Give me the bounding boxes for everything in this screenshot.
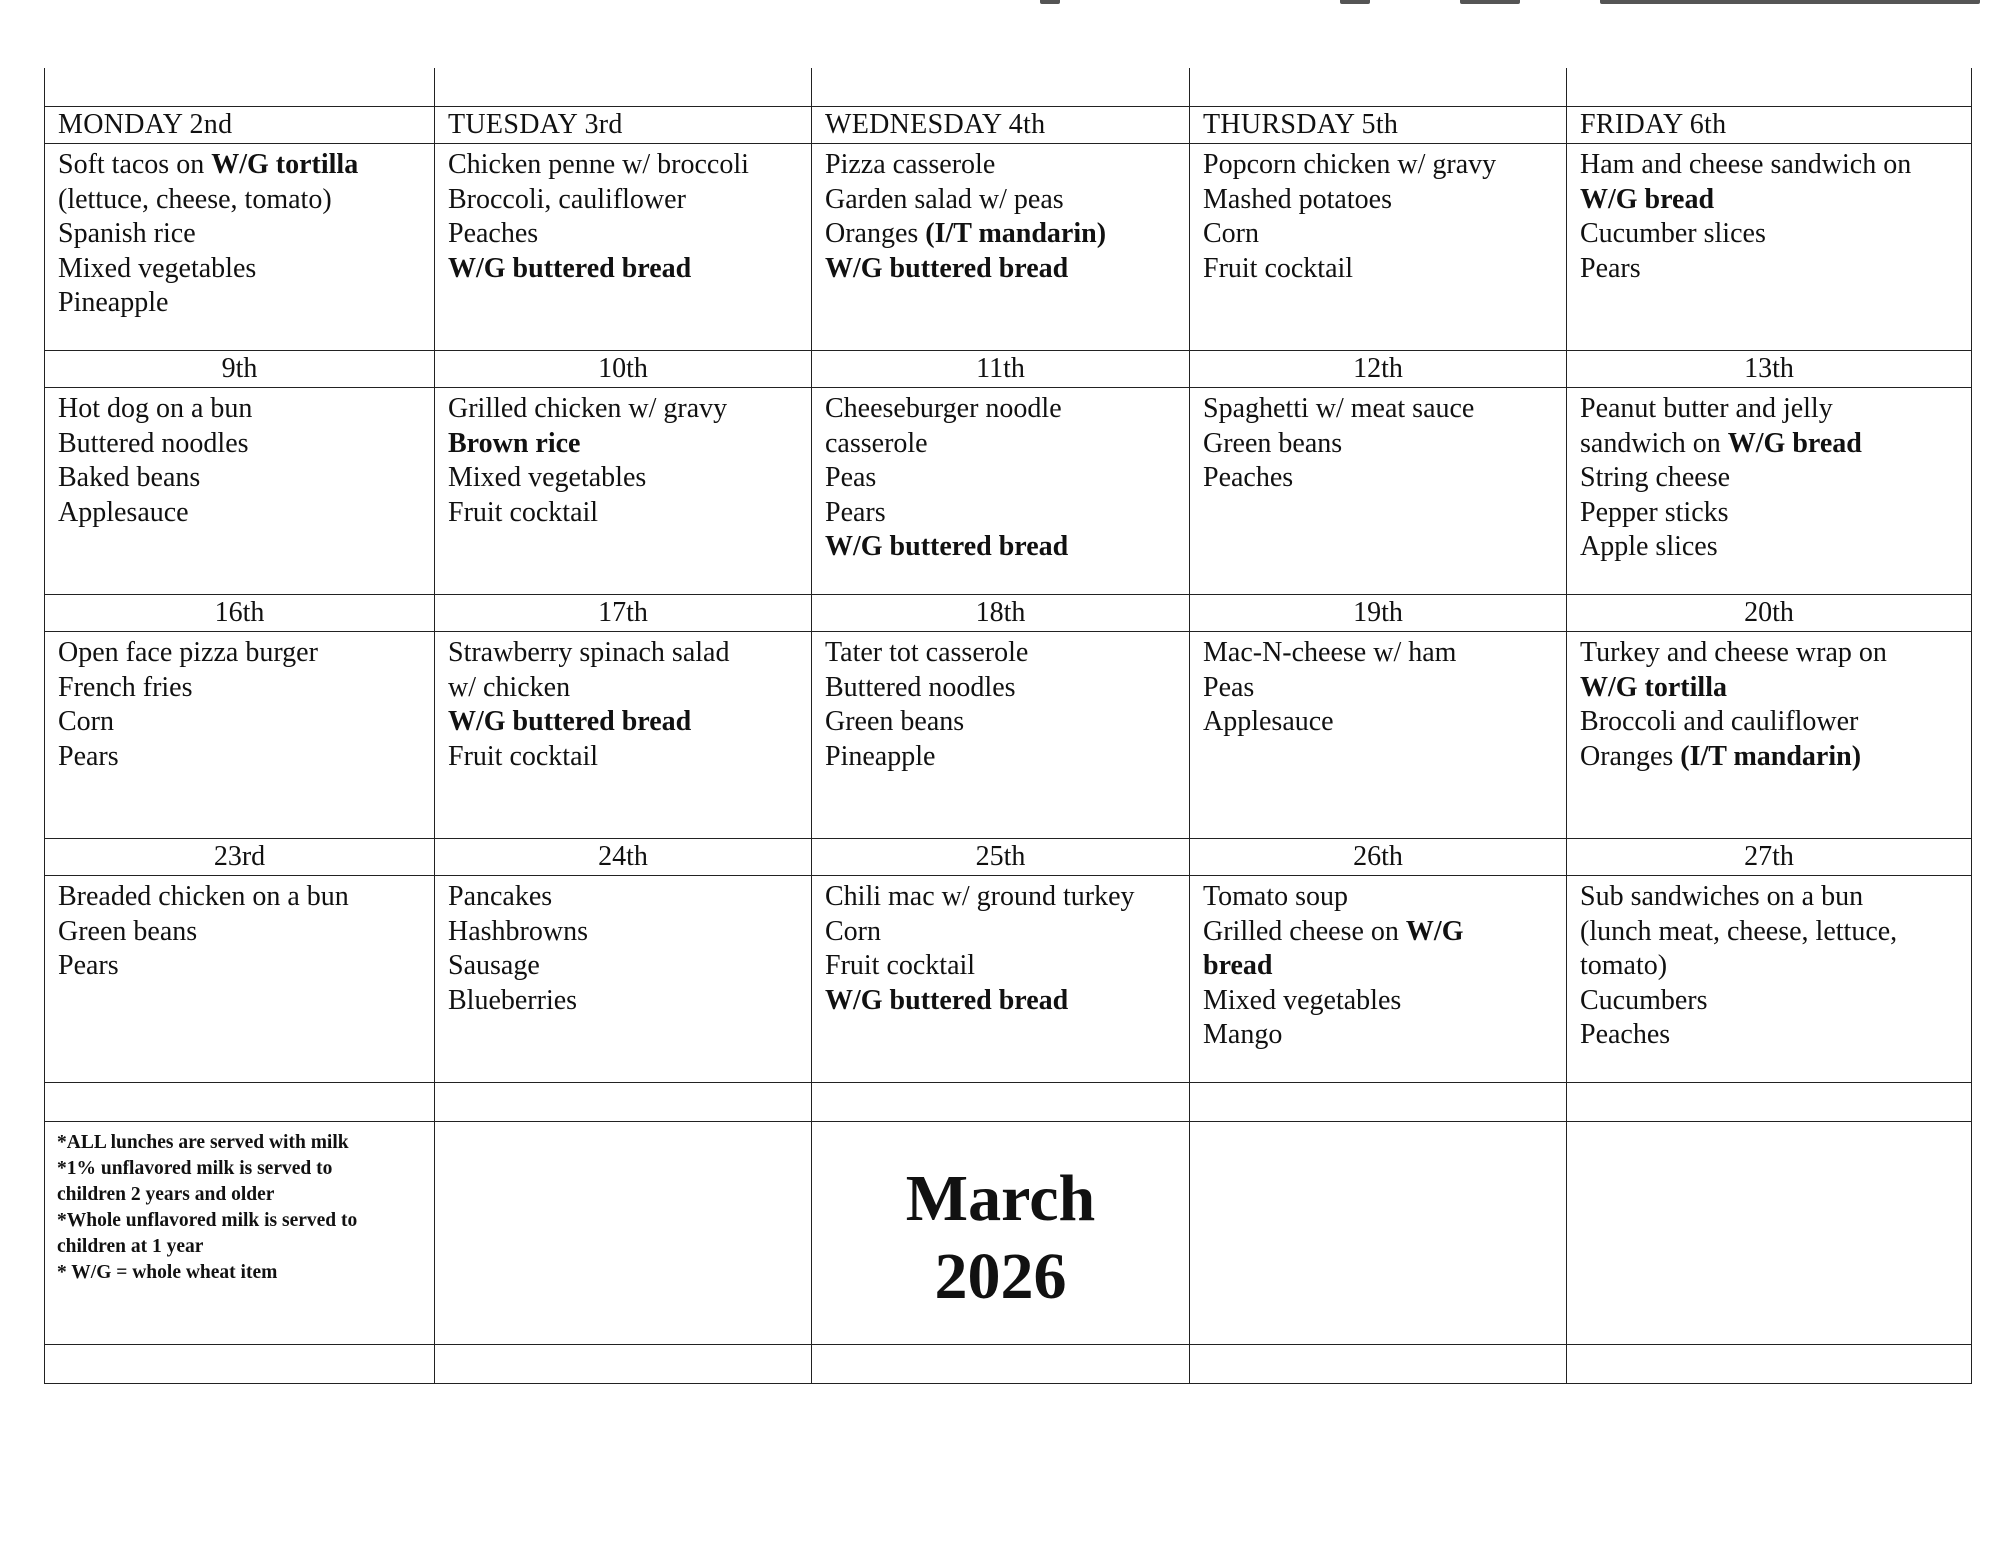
day-header: TUESDAY 3rd [448, 109, 623, 140]
menu-item [58, 496, 424, 531]
menu-item [1203, 880, 1556, 915]
menu-cell [435, 632, 812, 839]
menu-items [45, 388, 434, 530]
menu-text: Peaches [1580, 1019, 1671, 1050]
empty-cell [45, 68, 435, 107]
menu-text: Tomato soup [1203, 881, 1349, 912]
menu-item [1580, 427, 1961, 462]
menu-item [825, 636, 1179, 671]
menu-item [58, 217, 424, 252]
year: 2026 [934, 1240, 1067, 1313]
menu-text: Peas [1203, 671, 1255, 703]
menu-item [825, 949, 1179, 984]
menu-item [1580, 740, 1961, 775]
menu-text: Chicken penne w/ broccoli [448, 149, 749, 180]
date-cell [1567, 595, 1972, 632]
date-label: 13th [1744, 353, 1794, 384]
menu-item [825, 530, 1179, 565]
menu-text: Hot dog on a bun [58, 393, 253, 424]
menu-text: Pineapple [58, 287, 169, 318]
week-2-menu-row [45, 388, 1972, 595]
menu-cell [1190, 144, 1567, 351]
date-cell [1567, 839, 1972, 876]
menu-item [1580, 461, 1961, 496]
day-header: WEDNESDAY 4th [825, 109, 1046, 140]
menu-text: Cucumber slices [1580, 218, 1766, 249]
menu-text-bold: W/G buttered bread [825, 984, 1069, 1016]
date-cell [1190, 351, 1567, 388]
menu-text-bold: W/G buttered bread [825, 252, 1069, 284]
menu-text-bold: W/G buttered bread [825, 531, 1069, 562]
menu-text: Peanut butter and jelly [1580, 393, 1833, 424]
menu-text: Fruit cocktail [448, 496, 599, 528]
last-spacer-row [45, 1345, 1972, 1384]
month-name: March [905, 1162, 1096, 1235]
menu-item [58, 427, 424, 462]
menu-item [1203, 671, 1556, 706]
day-header: THURSDAY 5th [1203, 109, 1399, 140]
menu-cell [1567, 632, 1972, 839]
menu-items [435, 632, 811, 774]
week-4-date-row [45, 839, 1972, 876]
menu-text: Corn [825, 915, 881, 947]
menu-item [448, 461, 801, 496]
menu-item [1203, 1018, 1556, 1053]
menu-text: Broccoli and cauliflower [1580, 706, 1859, 737]
menu-item [1203, 636, 1556, 671]
menu-item [825, 984, 1179, 1019]
menu-text: (lettuce, cheese, tomato) [58, 183, 332, 215]
menu-item [448, 427, 801, 462]
menu-cell [1567, 388, 1972, 595]
empty-cell [45, 1345, 435, 1384]
menu-item [448, 252, 801, 287]
menu-cell [1567, 144, 1972, 351]
menu-item [448, 496, 801, 531]
menu-item [1203, 183, 1556, 218]
date-cell [1567, 351, 1972, 388]
menu-text-bold: W/G buttered bread [448, 252, 692, 284]
date-cell [45, 839, 435, 876]
menu-cell [45, 876, 435, 1083]
menu-item [825, 740, 1179, 775]
menu-text: Strawberry spinach salad [448, 637, 730, 668]
date-label: 11th [976, 353, 1025, 384]
date-label: 16th [214, 597, 265, 628]
menu-item [1580, 949, 1961, 984]
menu-item [1203, 984, 1556, 1019]
date-cell [435, 351, 812, 388]
footer-row [45, 1122, 1972, 1345]
note-line: * W/G = whole wheat item [57, 1262, 278, 1283]
menu-text: Corn [1203, 218, 1259, 249]
menu-item [448, 740, 801, 775]
empty-cell [1190, 1083, 1567, 1122]
menu-text: Pepper sticks [1580, 496, 1729, 528]
menu-text-bold: (I/T mandarin) [925, 218, 1107, 249]
milk-notes [45, 1122, 434, 1286]
note-line: children at 1 year [57, 1236, 204, 1257]
date-cell [1190, 595, 1567, 632]
menu-text: Peas [825, 462, 877, 493]
menu-text: Mixed vegetables [448, 462, 647, 493]
notes-cell [45, 1122, 435, 1345]
menu-item [58, 636, 424, 671]
menu-text: w/ chicken [448, 671, 571, 703]
date-label: 23rd [213, 841, 266, 872]
menu-cell [812, 388, 1190, 595]
menu-text: Tater tot casserole [825, 637, 1029, 668]
menu-items [1190, 632, 1566, 740]
note-line: *ALL lunches are served with milk [57, 1132, 349, 1153]
lunch-menu-calendar [44, 68, 1972, 1384]
menu-item [1203, 217, 1556, 252]
menu-text: French fries [58, 671, 193, 703]
menu-items [1190, 144, 1566, 286]
menu-text: Green beans [1203, 427, 1343, 459]
menu-text: Sausage [448, 950, 540, 981]
menu-item [448, 148, 801, 183]
menu-item [1580, 392, 1961, 427]
menu-text: Grilled chicken w/ gravy [448, 393, 728, 424]
menu-text: Cheeseburger noodle [825, 393, 1062, 424]
menu-text: Cucumbers [1580, 984, 1708, 1016]
menu-items [1190, 388, 1566, 496]
menu-item [448, 880, 801, 915]
date-label: 20th [1744, 597, 1794, 628]
menu-items [812, 876, 1189, 1018]
menu-text: casserole [825, 427, 928, 459]
menu-items [1190, 876, 1566, 1053]
menu-item [1580, 1018, 1961, 1053]
menu-text: Popcorn chicken w/ gravy [1203, 149, 1497, 180]
empty-cell [812, 1083, 1190, 1122]
menu-text: Pancakes [448, 881, 553, 912]
menu-text: Fruit cocktail [825, 950, 976, 981]
menu-item [825, 427, 1179, 462]
menu-item [448, 636, 801, 671]
menu-text: Oranges [1580, 740, 1681, 772]
menu-items [45, 632, 434, 774]
menu-text: Breaded chicken on a bun [58, 881, 349, 912]
menu-items [45, 876, 434, 984]
menu-items [1567, 632, 1971, 774]
menu-text: Spanish rice [58, 218, 196, 249]
menu-items [812, 632, 1189, 774]
cropped-header-fragment [1040, 0, 2000, 14]
menu-text-bold: W/G bread [1727, 427, 1862, 459]
menu-item [58, 949, 424, 984]
empty-cell [812, 1345, 1190, 1384]
menu-text: Buttered noodles [825, 671, 1016, 703]
menu-item [58, 705, 424, 740]
note-line: children 2 years and older [57, 1184, 275, 1205]
date-label: 9th [221, 353, 258, 384]
menu-text: Corn [58, 706, 114, 737]
menu-text: Peaches [448, 218, 539, 249]
menu-item [1580, 671, 1961, 706]
menu-item [825, 461, 1179, 496]
note-line: *1% unflavored milk is served to [57, 1158, 333, 1179]
menu-item [1580, 915, 1961, 950]
menu-item [825, 671, 1179, 706]
week-3-date-row [45, 595, 1972, 632]
menu-items [435, 144, 811, 286]
menu-text-bold: (I/T mandarin) [1680, 740, 1862, 772]
menu-text: Mixed vegetables [58, 252, 257, 284]
menu-text: sandwich on [1580, 427, 1728, 459]
menu-cell [435, 876, 812, 1083]
menu-text: (lunch meat, cheese, lettuce, [1580, 915, 1898, 947]
menu-item [825, 183, 1179, 218]
menu-item [1203, 252, 1556, 287]
week-1-date-row [45, 107, 1972, 144]
menu-item [825, 217, 1179, 252]
menu-item [58, 286, 424, 321]
menu-text: Mashed potatoes [1203, 183, 1392, 215]
menu-text: Apple slices [1580, 531, 1718, 562]
menu-text: Fruit cocktail [1203, 252, 1354, 284]
menu-items [1567, 144, 1971, 286]
date-label: 27th [1744, 841, 1794, 872]
menu-item [448, 984, 801, 1019]
menu-cell [812, 876, 1190, 1083]
date-label: 17th [598, 597, 648, 628]
menu-item [825, 252, 1179, 287]
menu-item [1580, 984, 1961, 1019]
date-cell [812, 351, 1190, 388]
menu-cell [1190, 388, 1567, 595]
menu-items [1567, 876, 1971, 1053]
menu-item [1580, 252, 1961, 287]
menu-text: tomato) [1580, 950, 1668, 981]
menu-item [448, 949, 801, 984]
menu-text: Mango [1203, 1019, 1283, 1050]
date-cell [1190, 839, 1567, 876]
note-line: *Whole unflavored milk is served to [57, 1210, 358, 1231]
menu-item [1203, 148, 1556, 183]
empty-cell [1567, 1083, 1972, 1122]
menu-items [1567, 388, 1971, 565]
menu-text-bold: bread [1203, 950, 1273, 981]
menu-item [1580, 705, 1961, 740]
menu-cell [1190, 632, 1567, 839]
menu-text: Pears [58, 740, 119, 772]
menu-cell [435, 388, 812, 595]
date-label: 18th [975, 597, 1026, 628]
menu-item [448, 183, 801, 218]
empty-cell [812, 68, 1190, 107]
date-cell [45, 595, 435, 632]
menu-text: Oranges [825, 218, 926, 249]
menu-text: Turkey and cheese wrap on [1580, 637, 1887, 668]
bottom-spacer-row [45, 1083, 1972, 1122]
month-title [812, 1122, 1189, 1316]
menu-item [1203, 949, 1556, 984]
menu-item [58, 252, 424, 287]
date-cell [435, 595, 812, 632]
menu-item [448, 392, 801, 427]
menu-text: Ham and cheese sandwich on [1580, 149, 1912, 180]
menu-text: Broccoli, cauliflower [448, 183, 686, 215]
empty-cell [435, 68, 812, 107]
menu-text: Grilled cheese on [1203, 915, 1406, 947]
menu-item [58, 740, 424, 775]
menu-item [825, 915, 1179, 950]
week-4-menu-row [45, 876, 1972, 1083]
empty-cell [1567, 1122, 1972, 1345]
menu-text-bold: W/G tortilla [1580, 671, 1727, 703]
menu-text: Pizza casserole [825, 149, 996, 180]
month-cell [812, 1122, 1190, 1345]
date-cell [812, 595, 1190, 632]
menu-cell [435, 144, 812, 351]
menu-item [58, 461, 424, 496]
empty-cell [435, 1122, 812, 1345]
menu-item [58, 671, 424, 706]
menu-item [1203, 461, 1556, 496]
empty-cell [45, 1083, 435, 1122]
menu-item [1580, 183, 1961, 218]
menu-text: Pears [58, 950, 119, 981]
menu-item [58, 183, 424, 218]
empty-cell [435, 1083, 812, 1122]
menu-text: Sub sandwiches on a bun [1580, 881, 1864, 912]
menu-text: Pears [825, 496, 886, 528]
menu-cell [45, 144, 435, 351]
menu-cell [1567, 876, 1972, 1083]
date-label: 24th [598, 841, 648, 872]
menu-text: Baked beans [58, 462, 201, 493]
menu-item [448, 915, 801, 950]
week-2-date-row [45, 351, 1972, 388]
week-1-menu-row [45, 144, 1972, 351]
menu-text-bold: W/G tortilla [211, 149, 359, 180]
date-label: 12th [1353, 353, 1403, 384]
date-cell [45, 107, 435, 144]
menu-text: Green beans [58, 915, 198, 947]
menu-item [58, 148, 424, 183]
day-header: MONDAY 2nd [58, 109, 233, 140]
menu-text: Pears [1580, 252, 1641, 284]
menu-text: Hashbrowns [448, 915, 588, 947]
menu-text: Green beans [825, 706, 965, 737]
date-label: 25th [975, 841, 1026, 872]
empty-cell [1567, 1345, 1972, 1384]
menu-item [1203, 915, 1556, 950]
menu-item [1203, 392, 1556, 427]
menu-cell [45, 388, 435, 595]
date-cell [45, 351, 435, 388]
menu-items [435, 876, 811, 1018]
menu-text: Applesauce [58, 496, 189, 528]
menu-text: Chili mac w/ ground turkey [825, 881, 1135, 912]
menu-items [812, 388, 1189, 565]
menu-text-bold: W/G buttered bread [448, 706, 692, 737]
top-spacer-row [45, 68, 1972, 107]
menu-text: Spaghetti w/ meat sauce [1203, 393, 1475, 424]
menu-items [435, 388, 811, 530]
menu-text: String cheese [1580, 462, 1731, 493]
menu-item [448, 705, 801, 740]
date-cell [435, 107, 812, 144]
date-label: 26th [1353, 841, 1403, 872]
menu-text: Garden salad w/ peas [825, 183, 1064, 215]
menu-text: Applesauce [1203, 706, 1334, 737]
menu-item [1580, 636, 1961, 671]
menu-item [1580, 148, 1961, 183]
date-cell [435, 839, 812, 876]
menu-cell [1190, 876, 1567, 1083]
date-label: 10th [598, 353, 648, 384]
date-label: 19th [1353, 597, 1403, 628]
menu-item [58, 392, 424, 427]
menu-item [1203, 705, 1556, 740]
menu-item [1580, 530, 1961, 565]
week-3-menu-row [45, 632, 1972, 839]
date-cell [1190, 107, 1567, 144]
menu-text: Mac-N-cheese w/ ham [1203, 637, 1457, 668]
menu-item [448, 671, 801, 706]
menu-item [1203, 427, 1556, 462]
empty-cell [435, 1345, 812, 1384]
menu-item [825, 392, 1179, 427]
menu-text-bold: W/G [1405, 915, 1464, 947]
date-cell [1567, 107, 1972, 144]
empty-cell [1190, 68, 1567, 107]
menu-text: Open face pizza burger [58, 637, 318, 668]
menu-item [825, 496, 1179, 531]
menu-text-bold: Brown rice [448, 427, 581, 459]
date-cell [812, 839, 1190, 876]
menu-items [45, 144, 434, 321]
menu-text: Buttered noodles [58, 427, 249, 459]
menu-items [812, 144, 1189, 286]
menu-text: Soft tacos on [58, 149, 212, 180]
menu-item [1580, 217, 1961, 252]
day-header: FRIDAY 6th [1580, 109, 1727, 140]
menu-item [1580, 880, 1961, 915]
menu-item [825, 705, 1179, 740]
menu-text: Blueberries [448, 984, 578, 1016]
menu-item [58, 915, 424, 950]
menu-cell [45, 632, 435, 839]
empty-cell [1567, 68, 1972, 107]
menu-item [58, 880, 424, 915]
empty-cell [1190, 1345, 1567, 1384]
menu-item [825, 148, 1179, 183]
menu-text: Mixed vegetables [1203, 984, 1402, 1016]
menu-item [448, 217, 801, 252]
menu-item [1580, 496, 1961, 531]
menu-text: Fruit cocktail [448, 740, 599, 772]
menu-item [825, 880, 1179, 915]
date-cell [812, 107, 1190, 144]
menu-cell [812, 632, 1190, 839]
menu-text-bold: W/G bread [1580, 183, 1715, 215]
menu-text: Peaches [1203, 462, 1294, 493]
menu-cell [812, 144, 1190, 351]
menu-text: Pineapple [825, 740, 936, 772]
empty-cell [1190, 1122, 1567, 1345]
